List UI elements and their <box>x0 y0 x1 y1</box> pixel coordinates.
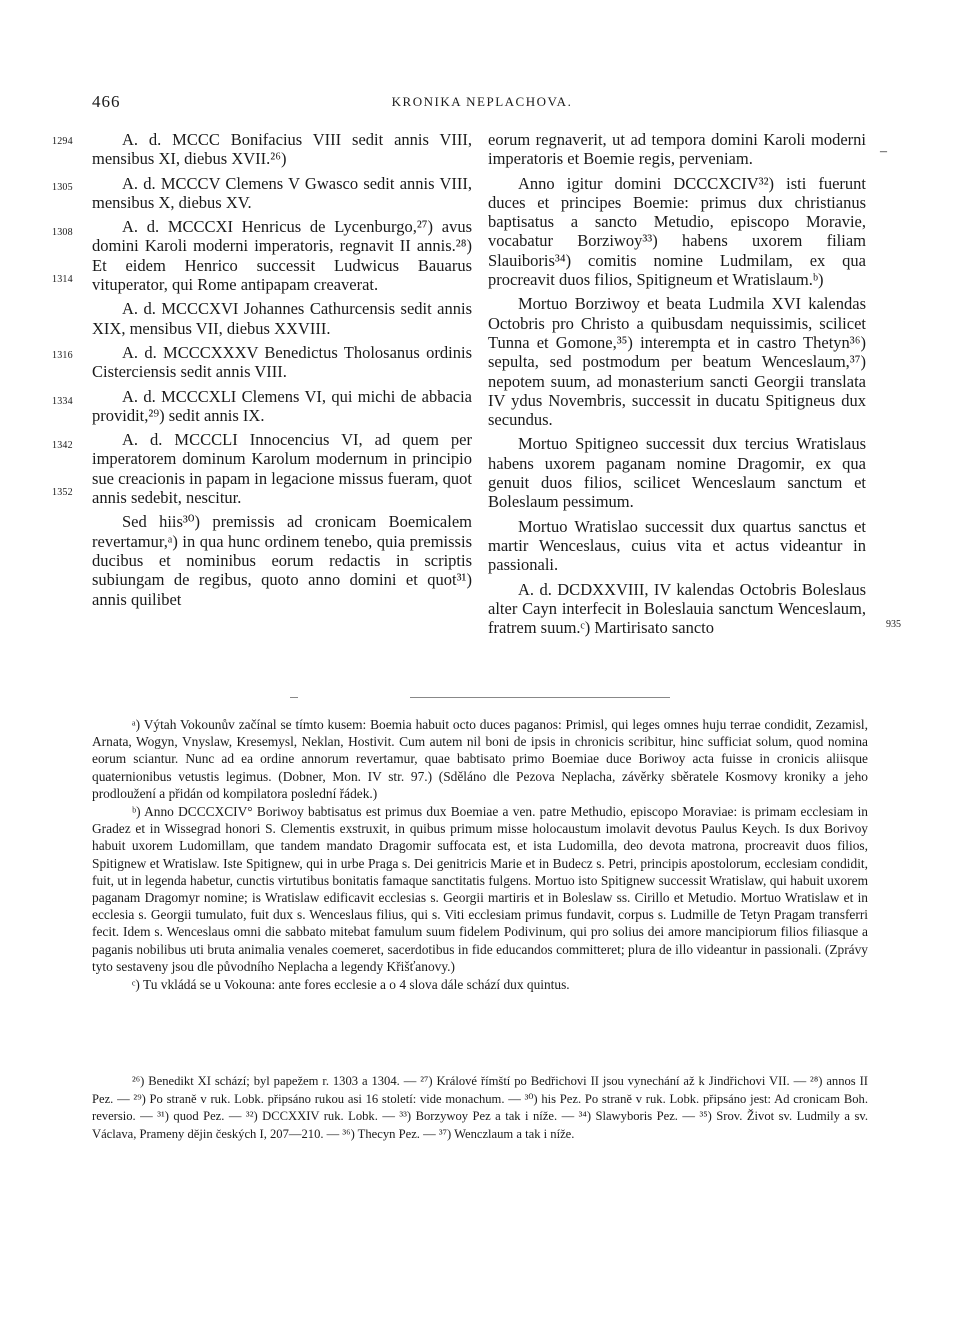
chronicle-entry-1305: A. d. MCCCV Clemens V Gwasco sedit annis VIII, mensibus X, diebus XV. <box>92 173 472 212</box>
footnote-a: ᵃ) Výtah Vokounův začínal se tímto kusem: Boemia habuit octo duces paganos: Primisl, qui leges omnes huju terrae condidit, Zezamisl, Arnata, Wogyn, Vnyslaw, Kresemysl, Neklan, Hostivit. Cum autem nil boni de ipsis in chronicis scribitur, hinc sufficiat solum, quod nomina eorum sciantur. Nunc ad ea ordine annorum revertamur, quae babtisato primo Boemiae duce Boriwoy acta fuisse in cronicis aliisque quaternionibus vetustis legimus. (Dobner, Mon. IV str. 97.) (Sděláno dle Pezova Neplacha, závěrky sběratele Kosmovy kroniky a jeho prodloužení a přidán od kompilatora poslední řádek.) <box>92 717 868 801</box>
page-header <box>92 92 872 116</box>
margin-year-1314: 1314 <box>52 274 73 285</box>
chronicle-entry-1342: A. d. MCCCXLI Clemens VI, qui michi de abbacia providit,²⁹) sedit annis IX. <box>92 386 472 425</box>
margin-dash: – <box>880 144 887 159</box>
dukes-paragraph-wratislaus: Mortuo Spitigneo successit dux tercius Wratislaus habens uxorem paganam nomine Dragomir, ex qua genuit duos filios, scilicet Wenceslaum sanctum et Boleslaum pessimum. <box>488 434 866 512</box>
chronicle-entry-1334: A. d. MCCCXXXV Benedictus Tholosanus ordinis Cisterciensis sedit annis VIII. <box>92 342 472 382</box>
footnote-b: ᵇ) Anno DCCCXCIV° Boriwoy babtisatus est primus dux Boemiae a ven. patre Methudio, episcopo Moraviae: is primam ecclesiam in Gradez et in Wissegrad honori S. Clementis exstruxit, in quibus primum misse holocaustum imolavit devotus Paulus Keych. Is dux Borivoy habuit uxorem Ludomillam, que tandem mandato Dragomir suffocata est, et ista Ludomilla, deo devota matrona, procreavit duos filios, Spitignew et Wratislaw. Iste Spitignew, qui in urbe Praga s. Dei genitricis Marie et in Budecz s. Petri, principis apostolorum, ecclesiam condidit, fuit, ut in legenda habetur, cunctis virtutibus bonitatis famaque sanctitatis fulgens. Mortuo isto Spitignew successit Wratislaw, qui habuit uxorem paganam Dragomyr nomine; is Wratislaw edificavit ecclesias s. Georgii martiris et in Boleslaw ss. Cirillo et Metudio. Mortuo Wratislaw et in ecclesia s. Georgii tumulato, fuit dux s. Wenceslaus filius, qui s. Viti ecclesiam primus fundavit, corpus s. Ludmille de Tetyn Pragam transferri fecit. Idem s. Wenceslaus omni die sabbato mitebat famulum suum fidelem Podivinum, qui pro solius dei amore mancipiorum filios filiasque a paganis nobilibus uti bruta animalia venales coemeret, sacerdotibus in fide educandos committeret; plura de illo videantur in passionali. (Zprávy tyto sestaveny jsou dle původního Neplacha a legendy Křišťanovy.) <box>92 804 868 974</box>
chronicle-entry-1308: A. d. MCCCXI Henricus de Lycenburgo,²⁷) avus domini Karoli moderni imperatoris, regnavit II annis.²⁸) Et eidem Henrico successit Ludwicus Bauarus vituperator, qui Rome antipapam creaverat. <box>92 217 472 295</box>
numbered-references <box>92 1073 868 1143</box>
editorial-footnotes <box>92 716 868 994</box>
dukes-paragraph-wenceslaus: Mortuo Wratislao successit dux quartus sanctus et martir Wenceslaus, cuius vita et actus videantur in passionali. <box>488 516 866 575</box>
dukes-paragraph-spitigneus: Mortuo Borziwoy et beata Ludmila XVI kalendas Octobris pro Christo a quibusdam nequissimis, scilicet Tunna et Gomone,³⁵) interempta et in castro Thetyn³⁶) sepulta, sed postmodum per beatum Wenceslaum,³⁷) nepotem suum, ad monasterium sancti Georgii translata IV ydus Novembris, successit in ducatu Spitigneus dux secundus. <box>488 294 866 430</box>
chronicle-entry-1352: A. d. MCCCLI Innocencius VI, ad quem per imperatorem dominum Karolum modernum in principio sue creacionis in papam in legacione missus fueram, quot annis sedebit, nescitur. <box>92 430 472 508</box>
page-number: 466 <box>92 92 121 111</box>
margin-year-1316: 1316 <box>52 350 73 361</box>
chronicle-transition-paragraph: Sed hiis³⁰) premissis ad cronicam Boemicalem revertamur,ᵃ) in qua hunc ordinem tenebo, quia premissis ducibus et nominibus eorum redactis in scriptis subiungam de regibus, quoto anno domini et quot³¹) annis quilibet <box>92 512 472 609</box>
margin-year-1334: 1334 <box>52 396 73 407</box>
margin-year-1305: 1305 <box>52 182 73 193</box>
footnote-c: ᶜ) Tu vkládá se u Vokouna: ante fores ecclesie a o 4 slova dále schází dux quintus. <box>132 977 570 993</box>
margin-year-1308: 1308 <box>52 227 73 238</box>
footnote-divider <box>290 697 670 698</box>
margin-year-1352: 1352 <box>52 487 73 498</box>
chronicle-entry-1316: A. d. MCCCXVI Johannes Cathurcensis sedit annis XIX, mensibus VII, diebus XXVIII. <box>92 299 472 338</box>
left-column <box>92 130 472 614</box>
running-title: KRONIKA NEPLACHOVA. <box>391 94 573 109</box>
margin-year-1294: 1294 <box>52 136 73 147</box>
margin-year-1342: 1342 <box>52 440 73 451</box>
chronicle-entry-935: A. d. DCDXXVIII, IV kalendas Octobris Boleslaus alter Cayn interfecit in Boleslauia sanctum Wenceslaum, fratrem suum.ᶜ) Martirisato sancto <box>488 579 866 638</box>
right-column <box>488 130 866 642</box>
chronicle-entry-1294: A. d. MCCC Bonifacius VIII sedit annis VIII, mensibus XI, diebus XVII.²⁶) <box>92 130 472 169</box>
continuation-paragraph: eorum regnaverit, ut ad tempora domini Karoli moderni imperatoris et Boemie regis, perveniam. <box>488 130 866 169</box>
dukes-paragraph-borziwoy: Anno igitur domini DCCCXCIV³²) isti fuerunt duces et principes Boemie: primus dux christianus baptisatus a sancto Metudio, episcopo Moravie, vocabatur Borziwoy³³) habens uxorem filiam Slauiboris³⁴) comitis nomine Ludmilam, ex qua procreavit duos filios, Spitigneum et Wratislaum.ᵇ) <box>488 173 866 290</box>
margin-year-935: 935 <box>886 619 901 630</box>
reference-notes: ²⁶) Benedikt XI schází; byl papežem r. 1303 a 1304. — ²⁷) Králové římští po Bedřichovi II jsou vynechání až k Jindřichovi VII. — ²⁸) annos II Pez. — ²⁹) Po straně v ruk. Lobk. připsáno rukou asi 16 století: vide monachum. — ³⁰) his Pez. Po straně v ruk. Lobk. připsáno jest: Ad cronicam Boh. reversio. — ³¹) quod Pez. — ³²) DCCXXIV ruk. Lobk. — ³³) Borzywoy Pez a tak i níže. — ³⁴) Slawyboris Pez. — ³⁵) Srov. Život sv. Ludmily a sv. Václava, Prameny dějin českých I, 207—210. — ³⁶) Thecyn Pez. — ³⁷) Wenczlaum a tak i níže. <box>92 1074 868 1141</box>
